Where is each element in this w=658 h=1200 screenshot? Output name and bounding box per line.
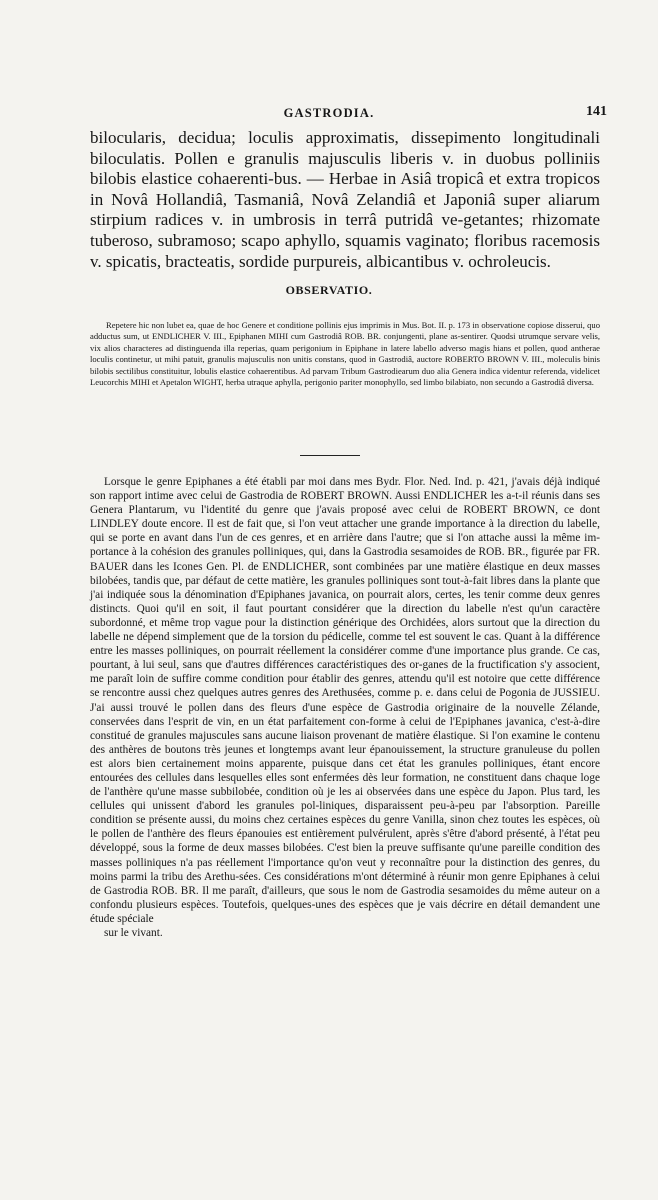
observatio-paragraph: Repetere hic non lubet ea, quae de hoc Genere et conditione pollinis ejus imprimis in Mus. Bot. II. p. 173 in observatione copiose disserui, quo adductus sum, ut ENDLICHER V. III., Epiphanen MIHI cum Gastrodiâ ROB. BR. conjungenti, plane as-sentirer. Quodsi utrumque servare velis, vix alios characteres ad distinguenda illa reperias, quam perigonium in Epiphane in latere labello adverso magis hians et pollen, quod antherae loculis continetur, ut mihi patuit, granulis majusculis non unitis constans, quod in Gastrodiâ, auctore ROBERTO BROWN V. III., moleculis binis bilobis sectilibus constituitur, lobulis elastice cohaerentibus. Ad parvam Tribum Gastrodiearum duo alia Genera indica videntur referenda, videlicet Leucorchis MIHI et Apetalon WIGHT, herba utraque aphylla, perigonio pariter monophyllo, sed limbo bilabiato, non secundo a Gastrodiâ diversa. — [90, 320, 600, 388]
french-paragraph — [90, 475, 600, 940]
observatio-heading: OBSERVATIO. — [285, 283, 373, 297]
french-last-line: sur le vivant. — [104, 927, 163, 939]
section-divider — [300, 455, 360, 456]
running-head: GASTRODIA. — [283, 106, 375, 120]
french-commentary — [90, 475, 600, 940]
latin-paragraph: bilocularis, decidua; loculis approximatis, dissepimento longitudinali biloculatis. Pollen e granulis majusculis liberis v. in duobus polliniis bilobis elastice cohaerenti-bus. — Herbae in Asiâ tropicâ et extra tropicos in Novâ Hollandiâ, Tasmaniâ, Novâ Zelandiâ et Japoniâ super aliarum stirpium radices v. in umbrosis in terrâ putridâ ve-getantes; rhizomate tuberoso, subramoso; scapo aphyllo, squamis vaginato; floribus racemosis v. spicatis, bracteatis, sordide purpureis, albicantibus v. ochroleucis. — [90, 128, 600, 271]
french-body: Lorsque le genre Epiphanes a été établi par moi dans mes Bydr. Flor. Ned. Ind. p. 421, j'avais déjà indiqué son rapport intime avec celui de Gastrodia de ROBERT BROWN. Aussi ENDLICHER les a-t-il réunis dans ses Genera Plantarum, vu l'identité du genre que j'avais proposé avec celui de ROBERT BROWN, ce dont LINDLEY doute encore. Il est de fait que, si l'on veut attacher une grande importance à la direction du labelle, qui se porte en avant dans l'un de ces genres, et en arrière dans l'autre; que si l'on attache aussi la même im-portance à la cohésion des granules polliniques, qui, dans la Gastrodia sesamoides de ROB. BR., figurée par FR. BAUER dans les Icones Gen. Pl. de ENDLICHER, sont combinées par une matière élastique en deux masses bilobées, tandis que, par défaut de cette matière, les granules polliniques sont tout-à-fait libres dans la plante que j'ai indiquée sous la dénomination d'Epiphanes javanica, on pourrait alors, certes, les tenir comme deux genres distincts. Quoi qu'il en soit, il faut pourtant considérer que la direction du labelle n'est qu'un caractère subordonné, et même trop vague pour la distinction générique des Orchidées, alors surtout que la direction du labelle ne dépend simplement que de la torsion du pédicelle, comme tel est souvent le cas. Quant à la différence entre les masses polliniques, on pourrait réellement la considérer comme d'une importance plus grande. Ce cas, pourtant, à lui seul, sans que d'autres différences caractéristiques des or-ganes de la fructification s'y associent, me paraît loin de suffire comme condition pour établir des genres, attendu qu'il est notoire que cette différence se rencontre aussi chez quelques autres genres des Arethusées, comme p. e. dans celui de Pogonia de JUSSIEU. J'ai aussi trouvé le pollen dans des fleurs d'une espèce de Gastrodia originaire de la nouvelle Zélande, conservées dans l'esprit de vin, en un état parfaitement con-forme à celui de l'Epiphanes javanica, c'est-à-dire constitué de granules majuscules sans aucune liaison provenant de matière élastique. Si l'on examine le contenu des anthères de boutons très jeunes et longtemps avant leur épanouissement, la structure granuleuse du pollen est alors bien certainement moins apparente, puisque dans cet état les granules polliniques, étant encore entourées des cellules dans lesquelles elles sont enfermées dès leur formation, ne constituent dans chaque loge de l'anthère qu'une masse subbilobée, condition où je les ai observées dans une espèce du Japon. Plus tard, les cellules qui unissent d'abord les granules pol-liniques, disparaissent peu-à-peu par l'absorption. Pareille condition se présente aussi, du moins chez certaines espèces du genre Vanilla, sinon chez toutes les espèces, où le pollen de l'anthère des fleurs épanouies est entièrement pulvérulent, après s'être d'abord présenté, à l'état peu développé, sous la forme de deux masses bilobées. C'est bien la preuve suffisante qu'une pareille condition des masses polliniques n'a pas réellement l'importance qu'on veut y reconnaître pour la distinction des genres, du moins parmi la tribu des Arethu-sées. Ces considérations m'ont déterminé à réunir mon genre Epiphanes à celui de Gastrodia ROB. BR. Il me paraît, d'ailleurs, que sous le nom de Gastrodia sesamoides du même auteur on a confondu plusieurs espèces. Toutefois, quelques-unes des espèces que je vais décrire en détail demandent une étude spéciale — [90, 476, 600, 925]
latin-description — [90, 128, 600, 272]
observatio-section — [90, 320, 600, 388]
page-number: 141 — [586, 104, 607, 119]
